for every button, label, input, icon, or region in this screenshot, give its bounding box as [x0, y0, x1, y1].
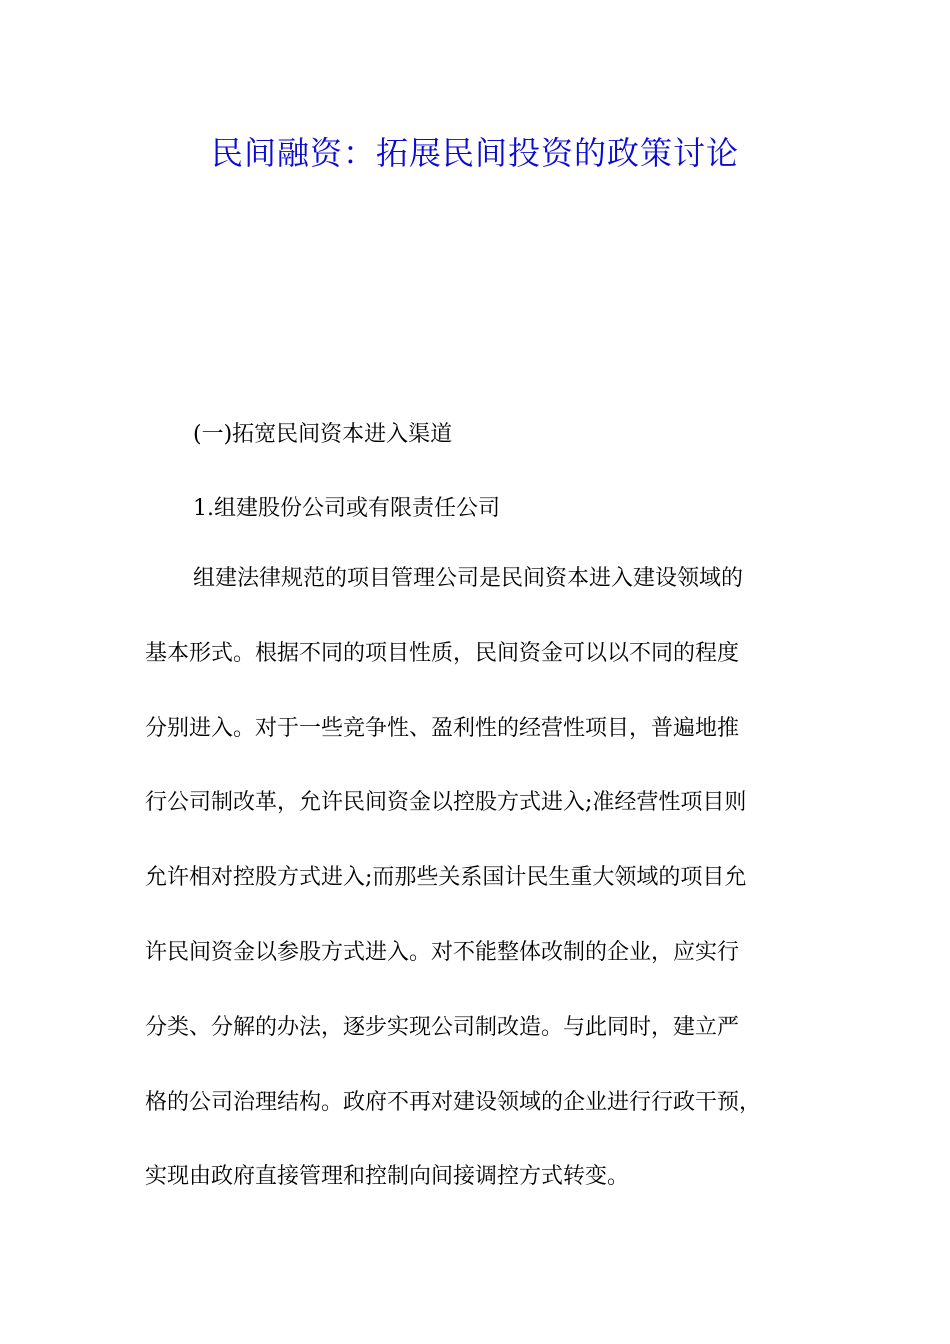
paragraph-line: 基本形式。根据不同的项目性质，民间资金可以以不同的程度 — [145, 640, 740, 666]
paragraph-line: 分类、分解的办法，逐步实现公司制改造。与此同时，建立严 — [145, 1014, 740, 1040]
paragraph-line: 实现由政府直接管理和控制向间接调控方式转变。 — [145, 1164, 630, 1190]
section-heading: (一)拓宽民间资本进入渠道 — [193, 422, 453, 447]
paragraph-line: 组建法律规范的项目管理公司是民间资本进入建设领域的 — [193, 566, 744, 591]
paragraph-line: 许民间资金以参股方式进入。对不能整体改制的企业，应实行 — [145, 939, 740, 965]
paragraph-line: 格的公司治理结构。政府不再对建设领域的企业进行行政干预， — [145, 1089, 762, 1115]
document-title: 民间融资：拓展民间投资的政策讨论 — [210, 134, 739, 172]
paragraph-line: 行公司制改革，允许民间资金以控股方式进入;准经营性项目则 — [145, 790, 747, 816]
paragraph-line: 允许相对控股方式进入;而那些关系国计民生重大领域的项目允 — [145, 865, 747, 891]
subsection-heading: 1.组建股份公司或有限责任公司 — [193, 496, 500, 521]
body-paragraph — [145, 564, 810, 1237]
paragraph-line: 分别进入。对于一些竞争性、盈利性的经营性项目，普遍地推 — [145, 715, 740, 741]
